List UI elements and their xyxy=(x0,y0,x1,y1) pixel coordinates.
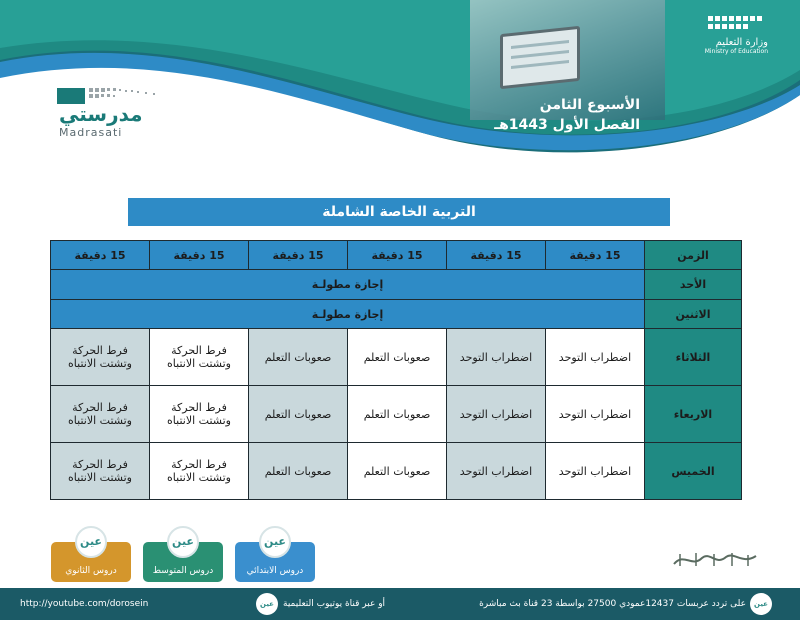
button-label: دروس الابتدائي xyxy=(246,566,304,576)
lesson-cell[interactable]: اضطراب التوحد xyxy=(447,443,546,500)
youtube-caption: أو عبر قناة يوتيوب التعليمية xyxy=(283,599,386,609)
time-label: الزمن xyxy=(645,241,742,270)
lesson-cell[interactable]: اضطراب التوحد xyxy=(447,386,546,443)
ministry-logo-icon xyxy=(708,14,768,34)
table-row-wednesday xyxy=(51,386,742,443)
secondary-lessons-button[interactable] xyxy=(51,535,131,582)
lesson-cell[interactable]: اضطراب التوحد xyxy=(546,386,645,443)
week-title: الأسبوع الثامن xyxy=(539,97,640,113)
lesson-cell[interactable]: صعوبات التعلم xyxy=(348,329,447,386)
slot-header: 15 دقيقة xyxy=(348,241,447,270)
lesson-line: فرط الحركة xyxy=(171,401,227,415)
lesson-line: وتشتت الانتباه xyxy=(68,414,132,428)
section-title: التربية الخاصة الشاملة xyxy=(128,198,670,226)
lesson-cell[interactable] xyxy=(150,443,249,500)
youtube-link[interactable]: http://youtube.com/dorosein xyxy=(20,599,149,609)
day-tuesday: الثلاثاء xyxy=(645,329,742,386)
holiday-cell: إجازة مطولـة xyxy=(51,270,645,299)
table-row-monday xyxy=(51,299,742,328)
lesson-cell[interactable]: اضطراب التوحد xyxy=(447,329,546,386)
day-thursday: الخميس xyxy=(645,443,742,500)
button-label: دروس الثانوي xyxy=(65,566,117,576)
middle-lessons-button[interactable] xyxy=(143,535,223,582)
lesson-line: فرط الحركة xyxy=(72,401,128,415)
lesson-line: وتشتت الانتباه xyxy=(68,471,132,485)
lesson-line: وتشتت الانتباه xyxy=(167,414,231,428)
primary-lessons-button[interactable] xyxy=(235,535,315,582)
ein-channel-icon: عين xyxy=(256,593,278,615)
lesson-line: وتشتت الانتباه xyxy=(167,471,231,485)
slot-header: 15 دقيقة xyxy=(546,241,645,270)
lesson-cell[interactable]: اضطراب التوحد xyxy=(546,443,645,500)
ministry-logo-block xyxy=(678,14,768,55)
lesson-cell[interactable]: اضطراب التوحد xyxy=(546,329,645,386)
madrasati-logo xyxy=(55,82,165,142)
schedule-table xyxy=(50,240,742,500)
lesson-cell[interactable] xyxy=(51,386,150,443)
table-header-row xyxy=(51,241,742,270)
ein-logo-icon: عين xyxy=(75,526,107,558)
lesson-cell[interactable] xyxy=(150,386,249,443)
lesson-cell[interactable]: صعوبات التعلم xyxy=(249,443,348,500)
slot-header: 15 دقيقة xyxy=(51,241,150,270)
table-row-tuesday xyxy=(51,329,742,386)
day-monday: الاثنين xyxy=(645,299,742,328)
lesson-line: وتشتت الانتباه xyxy=(68,357,132,371)
holiday-cell: إجازة مطولـة xyxy=(51,299,645,328)
lesson-line: وتشتت الانتباه xyxy=(167,357,231,371)
ein-logo-icon: عين xyxy=(167,526,199,558)
day-sunday: الأحد xyxy=(645,270,742,299)
slot-header: 15 دقيقة xyxy=(447,241,546,270)
term-title: الفصل الأول 1443هـ xyxy=(494,117,640,133)
ministry-name-ar: وزارة التعليم xyxy=(715,37,768,48)
ein-logo-icon: عين xyxy=(259,526,291,558)
slot-header: 15 دقيقة xyxy=(249,241,348,270)
laptop-illustration xyxy=(500,26,580,89)
lesson-line: فرط الحركة xyxy=(72,458,128,472)
table-row-sunday xyxy=(51,270,742,299)
satellite-info: على تردد عربسات 12437عمودي 27500 بواسطة 23 قناة بث مباشرة xyxy=(479,599,746,609)
media-administration-logo xyxy=(670,548,760,570)
lesson-line: فرط الحركة xyxy=(171,344,227,358)
ministry-name-en: Ministry of Education xyxy=(704,48,768,55)
lesson-cell[interactable]: صعوبات التعلم xyxy=(249,329,348,386)
madrasati-name-ar: مدرستي xyxy=(59,102,143,126)
lesson-cell[interactable]: صعوبات التعلم xyxy=(348,443,447,500)
lesson-cell[interactable] xyxy=(51,443,150,500)
table-row-thursday xyxy=(51,443,742,500)
lesson-line: فرط الحركة xyxy=(72,344,128,358)
lesson-cell[interactable]: صعوبات التعلم xyxy=(249,386,348,443)
day-wednesday: الاربعاء xyxy=(645,386,742,443)
button-label: دروس المتوسط xyxy=(152,566,214,576)
lesson-cell[interactable] xyxy=(150,329,249,386)
madrasati-name-en: Madrasati xyxy=(59,126,123,139)
lesson-line: فرط الحركة xyxy=(171,458,227,472)
lesson-cell[interactable] xyxy=(51,329,150,386)
slot-header: 15 دقيقة xyxy=(150,241,249,270)
lesson-cell[interactable]: صعوبات التعلم xyxy=(348,386,447,443)
ein-channel-icon: عين xyxy=(750,593,772,615)
